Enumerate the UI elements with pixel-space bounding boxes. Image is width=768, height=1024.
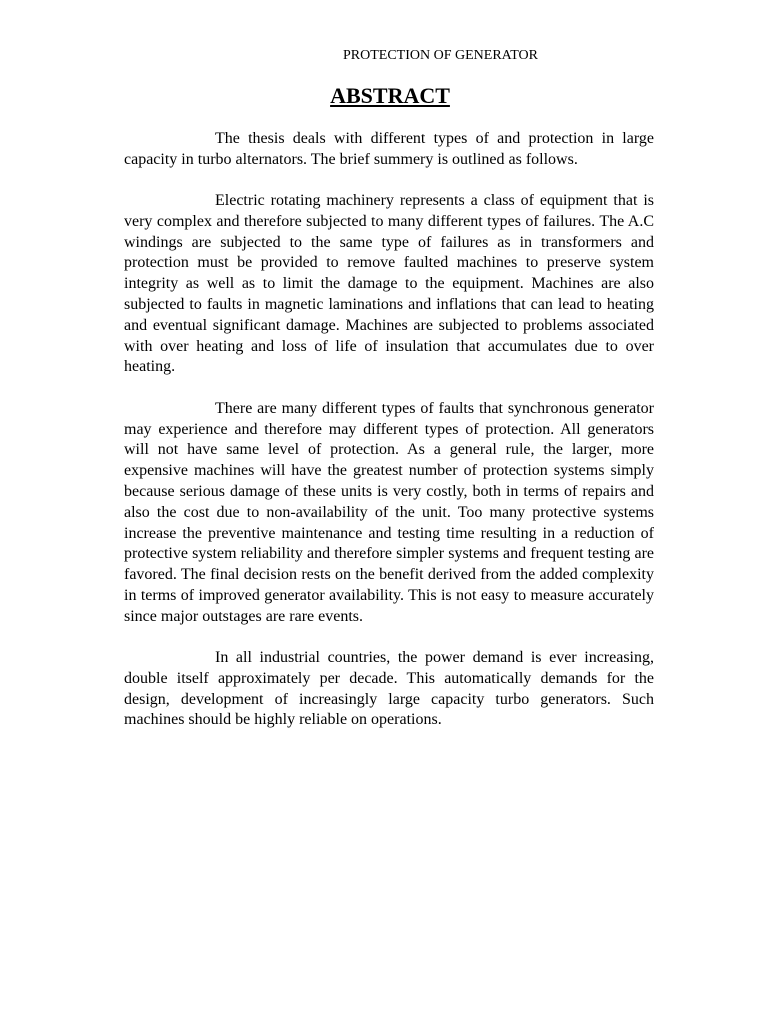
paragraph-fault-types: There are many different types of faults that synchronous generator may experience and therefore may different types of protection. All generators will not have same level of protection. As a general rule, the larger, more expensive machines will have the greatest number of protection systems simply because serious damage of these units is very costly, both in terms of repairs and also the cost due to non-availability of the unit. Too many protective systems increase the preventive maintenance and testing time resulting in a reduction of protective system reliability and therefore simpler systems and frequent testing are favored. The final decision rests on the benefit derived from the added complexity in terms of improved generator availability. This is not easy to measure accurately since major outstages are rare events. bbox=[124, 399, 654, 625]
paragraph-power-demand: In all industrial countries, the power demand is ever increasing, double itself approximately per decade. This automatically demands for the design, development of increasingly large capacity turbo generators. Such machines should be highly reliable on operations. bbox=[124, 649, 654, 729]
running-header: PROTECTION OF GENERATOR bbox=[343, 48, 538, 63]
paragraph-intro: The thesis deals with different types of and protection in large capacity in turbo alternators. The brief summery is outlined as follows. bbox=[124, 130, 654, 168]
paragraph-rotating-machinery: Electric rotating machinery represents a class of equipment that is very complex and therefore subjected to many different types of failures. The A.C windings are subjected to the same type of failures as in transformers and protection must be provided to remove faulted machines to preserve system integrity as well as to limit the damage to the equipment. Machines are also subjected to faults in magnetic laminations and inflations that can lead to heating and eventual significant damage. Machines are subjected to problems associated with over heating and loss of life of insulation that accumulates due to over heating. bbox=[124, 192, 654, 376]
abstract-body bbox=[124, 129, 654, 752]
abstract-title: ABSTRACT bbox=[330, 83, 450, 108]
